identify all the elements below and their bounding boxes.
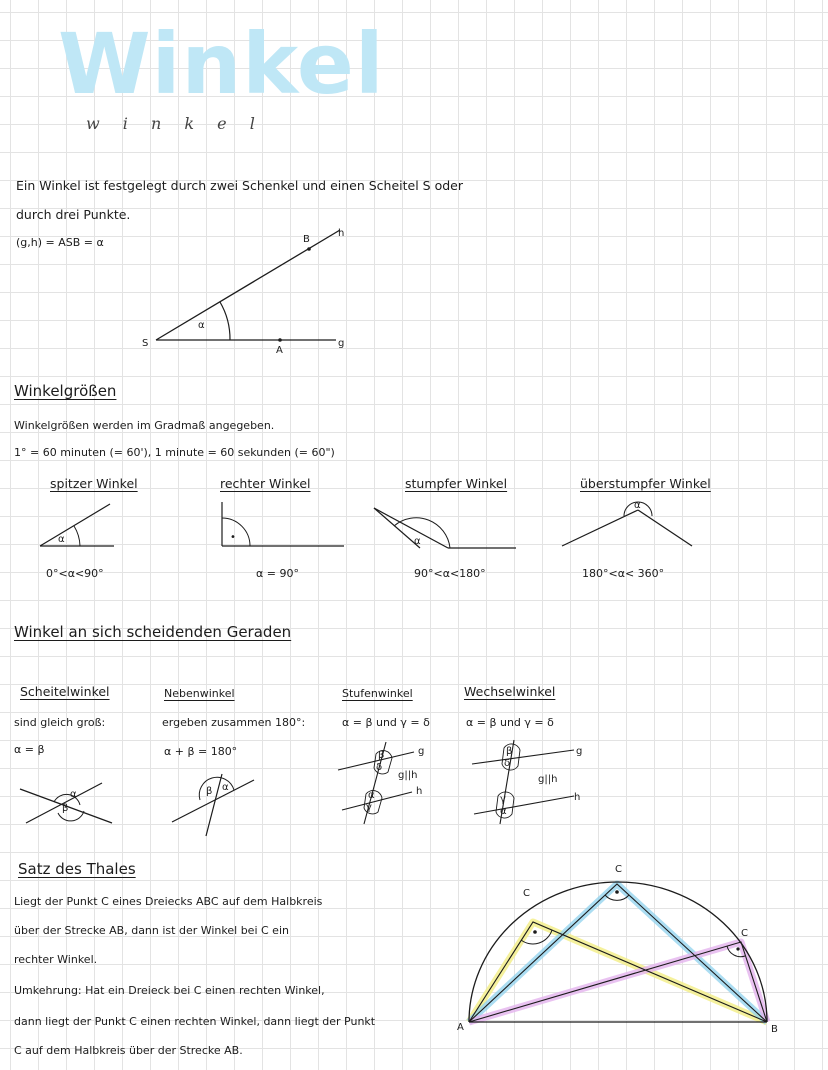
svg-text:α: α	[414, 536, 421, 547]
neben-desc: ergeben zusammen 180°:	[162, 716, 306, 729]
svg-text:•: •	[230, 532, 236, 543]
type-spitz-name: spitzer Winkel	[50, 476, 138, 491]
sizes-line-2: 1° = 60 minuten (= 60'), 1 minute = 60 sekunden (= 60")	[14, 446, 335, 459]
neben-formula: α + β = 180°	[164, 745, 238, 758]
point-a	[278, 338, 282, 342]
svg-text:γ: γ	[500, 794, 506, 805]
type-spitz-range: 0°<α<90°	[46, 567, 104, 580]
svg-text:α: α	[500, 806, 507, 817]
svg-text:C: C	[615, 864, 622, 875]
svg-text:α: α	[58, 534, 65, 545]
svg-text:C: C	[523, 888, 530, 899]
page-title: Winkel	[58, 15, 385, 113]
thales-line-5: dann liegt der Punkt C einen rechten Winkel, dann liegt der Punkt	[14, 1015, 376, 1028]
svg-text:A: A	[457, 1022, 464, 1033]
label-g: g	[338, 338, 345, 349]
scheitel-diagram	[18, 775, 118, 835]
scheitel-formula: α = β	[14, 743, 45, 756]
ray-h	[156, 230, 340, 340]
thales-line-1: Liegt der Punkt C eines Dreiecks ABC auf dem Halbkreis	[14, 895, 323, 908]
type-recht-name: rechter Winkel	[220, 476, 311, 491]
wechsel-diagram	[470, 738, 590, 828]
svg-text:g||h: g||h	[538, 774, 558, 785]
label-alpha: α	[198, 320, 205, 331]
stufen-name: Stufenwinkel	[342, 687, 413, 700]
svg-text:β: β	[62, 803, 69, 814]
svg-text:α: α	[222, 782, 229, 793]
svg-text:g: g	[576, 746, 583, 757]
svg-text:h: h	[416, 786, 423, 797]
wechsel-desc: α = β und γ = δ	[466, 716, 554, 729]
svg-text:δ: δ	[504, 758, 511, 769]
svg-text:γ: γ	[366, 802, 372, 813]
label-a: A	[276, 345, 283, 356]
stufen-diagram	[336, 740, 436, 830]
svg-text:β: β	[506, 746, 513, 757]
intersecting-heading: Winkel an sich scheidenden Geraden	[14, 623, 292, 641]
neben-name: Nebenwinkel	[164, 687, 235, 700]
wechsel-name: Wechselwinkel	[464, 684, 556, 699]
type-recht-range: α = 90°	[256, 567, 299, 580]
svg-text:β: β	[378, 750, 385, 761]
svg-text:α: α	[634, 500, 641, 511]
scheitel-name: Scheitelwinkel	[20, 684, 110, 699]
page-title-script: w i n k e l	[86, 114, 264, 133]
svg-text:α: α	[368, 790, 375, 801]
svg-text:α: α	[70, 789, 77, 800]
svg-text:h: h	[574, 792, 581, 803]
sizes-heading: Winkelgrößen	[14, 382, 117, 400]
thales-heading: Satz des Thales	[18, 860, 136, 878]
intro-line-2: durch drei Punkte.	[16, 207, 131, 222]
thales-line-4: Umkehrung: Hat ein Dreieck bei C einen rechten Winkel,	[14, 984, 325, 997]
thales-line-2: über der Strecke AB, dann ist der Winkel bei C ein	[14, 924, 289, 937]
intro-line-1: Ein Winkel ist festgelegt durch zwei Schenkel und einen Scheitel S oder	[16, 178, 463, 193]
type-ueberstumpf-range: 180°<α< 360°	[582, 567, 665, 580]
svg-text:B: B	[771, 1024, 778, 1035]
svg-text:β: β	[206, 786, 213, 797]
sizes-line-1: Winkelgrößen werden im Gradmaß angegeben.	[14, 419, 275, 432]
neben-diagram	[170, 770, 260, 840]
type-stumpf-range: 90°<α<180°	[414, 567, 486, 580]
svg-text:C: C	[741, 928, 748, 939]
stufen-desc: α = β und γ = δ	[342, 716, 430, 729]
thales-line-6: C auf dem Halbkreis über der Strecke AB.	[14, 1044, 243, 1057]
point-b	[307, 247, 311, 251]
acute-angle-diagram	[36, 500, 126, 560]
intro-formula: (g,h) = ASB = α	[16, 236, 104, 249]
label-b: B	[303, 234, 310, 245]
thales-diagram	[455, 852, 795, 1052]
reflex-angle-diagram	[560, 496, 700, 556]
type-stumpf-name: stumpfer Winkel	[405, 476, 508, 491]
scheitel-desc: sind gleich groß:	[14, 716, 106, 729]
svg-text:g||h: g||h	[398, 770, 418, 781]
label-h: h	[338, 228, 345, 239]
obtuse-angle-diagram	[370, 500, 520, 560]
type-ueberstumpf-name: überstumpfer Winkel	[580, 476, 711, 491]
angle-arc	[220, 302, 230, 340]
label-s: S	[142, 338, 149, 349]
svg-text:g: g	[418, 746, 425, 757]
main-angle-diagram	[140, 220, 370, 360]
right-angle-diagram	[218, 500, 358, 560]
svg-text:δ: δ	[376, 762, 383, 773]
thales-line-3: rechter Winkel.	[14, 953, 98, 966]
